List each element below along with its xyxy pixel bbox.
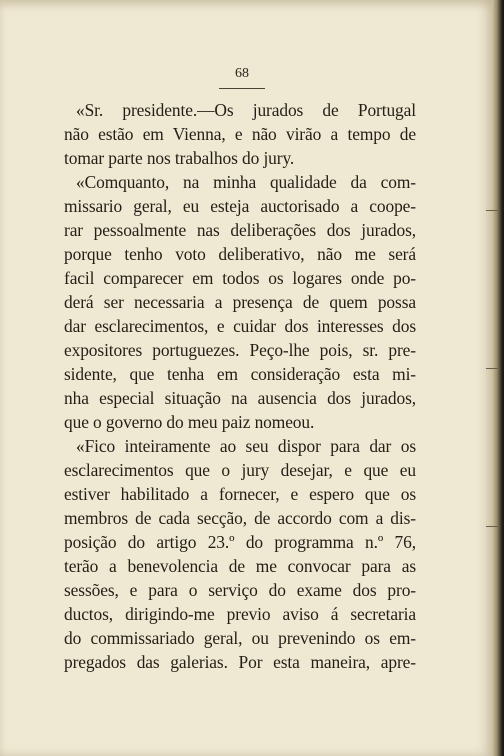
text-line: porque tenho voto deliberativo, não me será bbox=[64, 244, 416, 264]
text-line: terão a benevolencia de me convocar para as bbox=[64, 556, 416, 576]
text-line: esclarecimentos que o jury desejar, e que eu bbox=[64, 460, 416, 480]
text-line: dar esclarecimentos, e cuidar dos interesses dos bbox=[64, 316, 416, 336]
text-line: expositores portuguezes. Peço-lhe pois, sr. pre- bbox=[64, 340, 416, 360]
paragraph bbox=[64, 98, 416, 170]
book-gutter bbox=[492, 0, 504, 756]
text-line: posição do artigo 23.º do programma n.º 76, bbox=[64, 532, 416, 552]
text-line: pregados das galerias. Por esta maneira, apre- bbox=[64, 652, 416, 672]
text-line: membros de cada secção, de accordo com a dis- bbox=[64, 508, 416, 528]
text-line: «Fico inteiramente ao seu dispor para dar os bbox=[76, 436, 416, 456]
text-line: «Sr. presidente.—Os jurados de Portugal bbox=[76, 100, 416, 120]
paragraph bbox=[64, 170, 416, 434]
margin-mark bbox=[486, 368, 500, 369]
body-text bbox=[64, 98, 416, 674]
page-number: 68 bbox=[235, 66, 249, 81]
text-line: não estão em Vienna, e não virão a tempo de bbox=[64, 124, 416, 144]
page-number-rule bbox=[219, 88, 265, 89]
text-line: estiver habilitado a fornecer, e espero que os bbox=[64, 484, 416, 504]
text-line: do commissariado geral, ou prevenindo os em- bbox=[64, 628, 416, 648]
text-line: sessões, e para o serviço do exame dos pro- bbox=[64, 580, 416, 600]
text-line: nha especial situação na ausencia dos jurados, bbox=[64, 388, 416, 408]
text-line: ductos, dirigindo-me previo aviso á secretaria bbox=[64, 604, 416, 624]
text-line: facil comparecer em todos os logares onde po- bbox=[64, 268, 416, 288]
text-line: derá ser necessaria a presença de quem possa bbox=[64, 292, 416, 312]
margin-mark bbox=[486, 526, 500, 527]
text-line: que o governo do meu paiz nomeou. bbox=[64, 412, 315, 432]
text-line: missario geral, eu esteja auctorisado a coope- bbox=[64, 196, 416, 216]
text-line: rar pessoalmente nas deliberações dos jurados, bbox=[64, 220, 416, 240]
text-line: «Comquanto, na minha qualidade da com- bbox=[76, 172, 416, 192]
margin-mark bbox=[486, 210, 500, 211]
text-line: sidente, que tenha em consideração esta mi- bbox=[64, 364, 416, 384]
text-line: tomar parte nos trabalhos do jury. bbox=[64, 148, 295, 168]
paragraph bbox=[64, 434, 416, 674]
